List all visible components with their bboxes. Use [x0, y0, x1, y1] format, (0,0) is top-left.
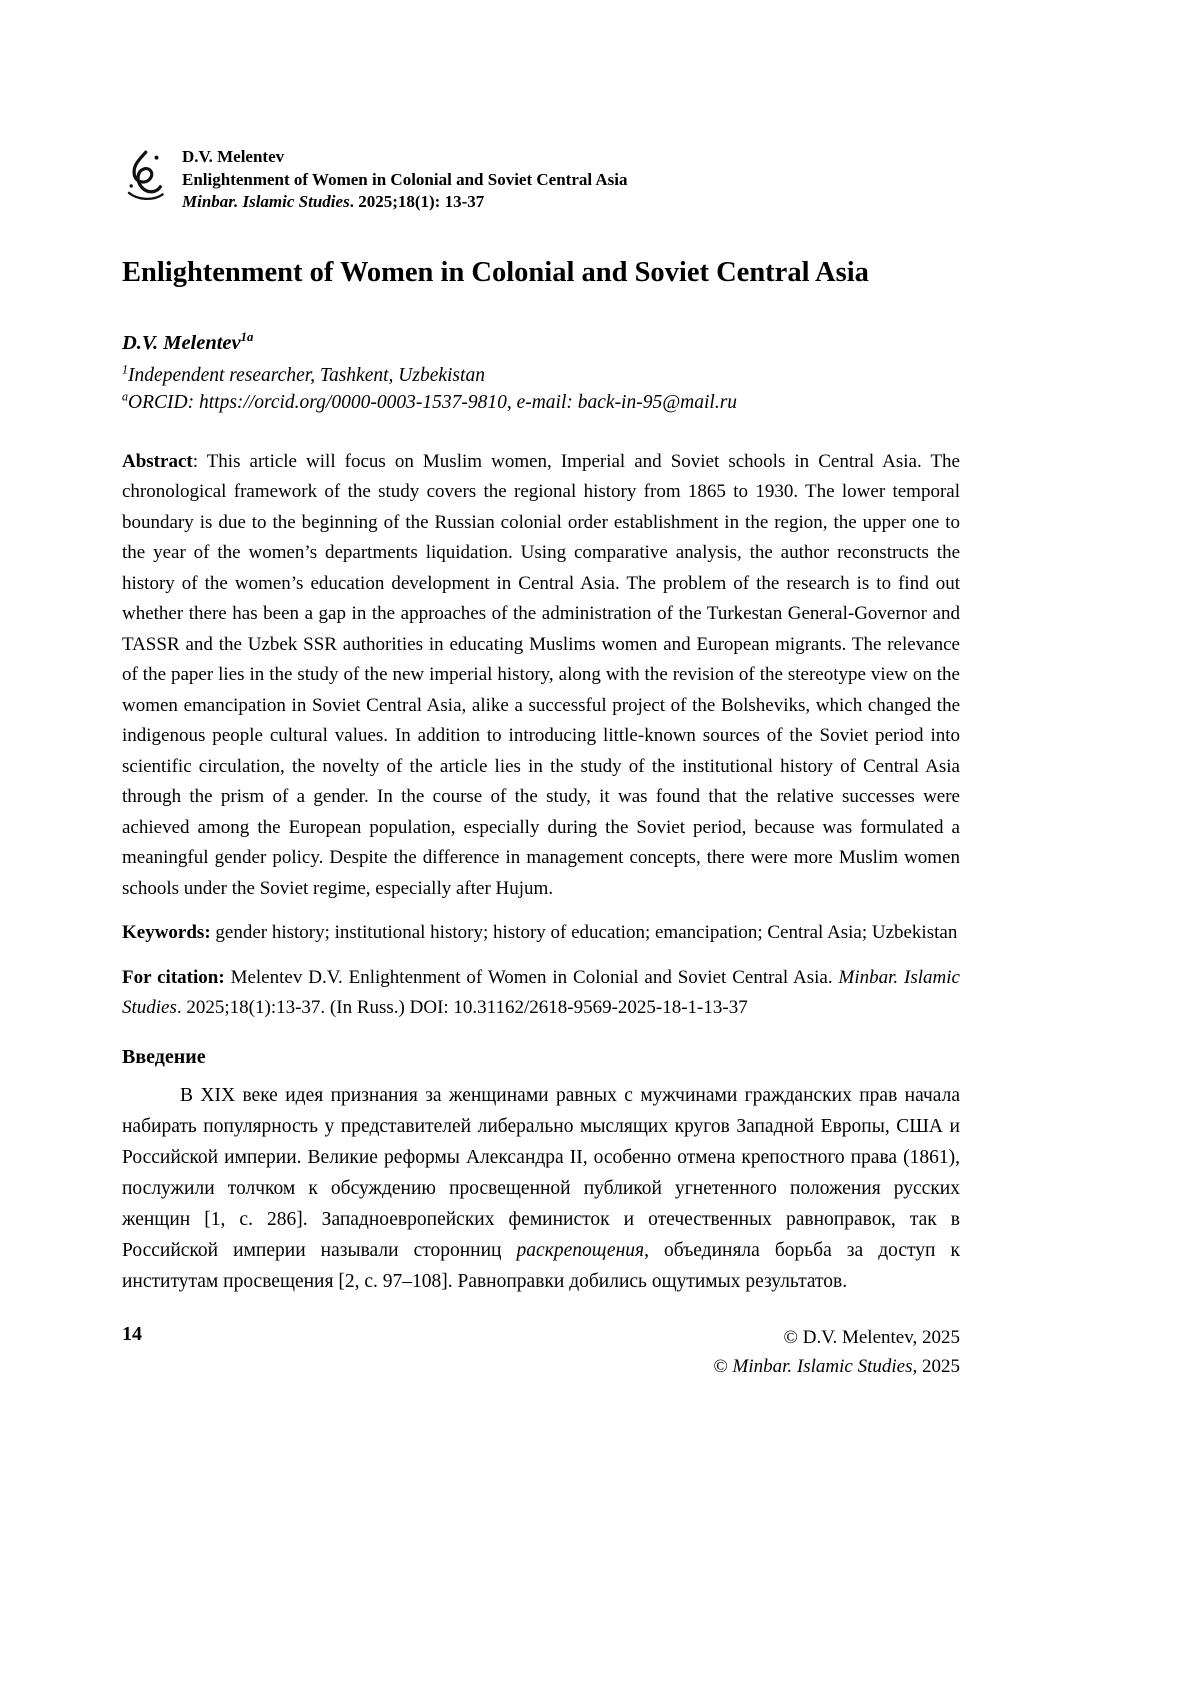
abstract-paragraph: Abstract: This article will focus on Muslim women, Imperial and Soviet schools in Central Asia. The chronological framework of the study covers the regional history from 1865 to 1930. The lower temporal boundary is due to the beginning of the Russian colonial order establishment in the region, the upper one to the year of the women’s departments liquidation. Using comparative analysis, the author reconstructs the history of the women’s education development in Central Asia. The problem of the research is to find out whether there has been a gap in the approaches of the administration of the Turkestan General-Governor and TASSR and the Uzbek SSR authorities in educating Muslims women and European migrants. The relevance of the paper lies in the study of the new imperial history, along with the revision of the stereotype view on the women emancipation in Soviet Central Asia, alike a successful project of the Bolsheviks, which changed the indigenous people cultural values. In addition to introducing little-known sources of the Soviet period into scientific circulation, the novelty of the article lies in the study of the institutional history of Central Asia through the prism of a gender. In the course of the study, it was found that the relative successes were achieved among the European population, especially during the Soviet period, because was formulated a meaningful gender policy. Despite the difference in management concepts, there were more Muslim women schools under the Soviet regime, especially after Hujum.: [122, 450, 960, 899]
copyright-block: [713, 1323, 960, 1381]
page-number: 14: [122, 1322, 142, 1345]
author-line: D.V. Melentev$^{1a}$: [122, 329, 254, 354]
journal-calligraphy-logo-icon: [122, 148, 168, 204]
running-head-author: D.V. Melentev: [182, 147, 285, 166]
citation-journal-name: Minbar. Islamic Studies: [122, 966, 960, 1018]
page-footer: [122, 1323, 960, 1381]
affiliation-line: $^1$Independent researcher, Tashkent, Uzbekistan: [122, 362, 485, 386]
copyright-author: © D.V. Melentev, 2025: [783, 1326, 960, 1348]
keywords-label: Keywords:: [122, 922, 211, 943]
keywords-paragraph: Keywords: gender history; institutional history; history of education; emancipation; Central Asia; Uzbekistan: [122, 922, 958, 943]
article-page: [122, 0, 960, 1381]
citation-label: For citation:: [122, 966, 225, 988]
citation-paragraph: For citation: Melentev D.V. Enlightenment of Women in Colonial and Soviet Central Asia. Minbar. Islamic Studies. 2025;18(1):13-37. (In Russ.) DOI: 10.31162/2618-9569-2025-18-1-13-37: [122, 966, 960, 1018]
author-affiliation-marker: 1a: [240, 329, 254, 344]
running-head-journal: Minbar. Islamic Studies. 2025;18(1): 13-37: [182, 192, 485, 211]
running-head-text: [182, 146, 628, 214]
running-head-title: Enlightenment of Women in Colonial and Soviet Central Asia: [182, 169, 628, 189]
article-title: Enlightenment of Women in Colonial and Soviet Central Asia: [122, 256, 869, 288]
introduction-paragraph: В XIX веке идея признания за женщинами равных с мужчинами гражданских прав начала набирать популярность у представителей либерально мыслящих кругов Западной Европы, США и Российской империи. Великие реформы Александра II, особенно отмена крепостного права (1861), послужили толчком к обсуждению просвещенной публикой угнетенного положения русских женщин [1, с. 286]. Западноевропейских феминисток и отечественных равноправок, так в Российской империи называли сторонниц раскрепощения, объединяла борьба за доступ к институтам просвещения [2, с. 97–108]. Равноправки добились ощутимых результатов.: [122, 1084, 960, 1292]
orcid-email-line: $^a$ORCID: https://orcid.org/0000-0003-1537-9810, e-mail: back-in-95@mail.ru: [122, 389, 738, 413]
abstract-label: Abstract: [122, 450, 193, 472]
running-head: [122, 146, 960, 214]
section-heading-introduction: Введение: [122, 1045, 206, 1068]
copyright-journal: © Minbar. Islamic Studies, 2025: [713, 1355, 960, 1377]
